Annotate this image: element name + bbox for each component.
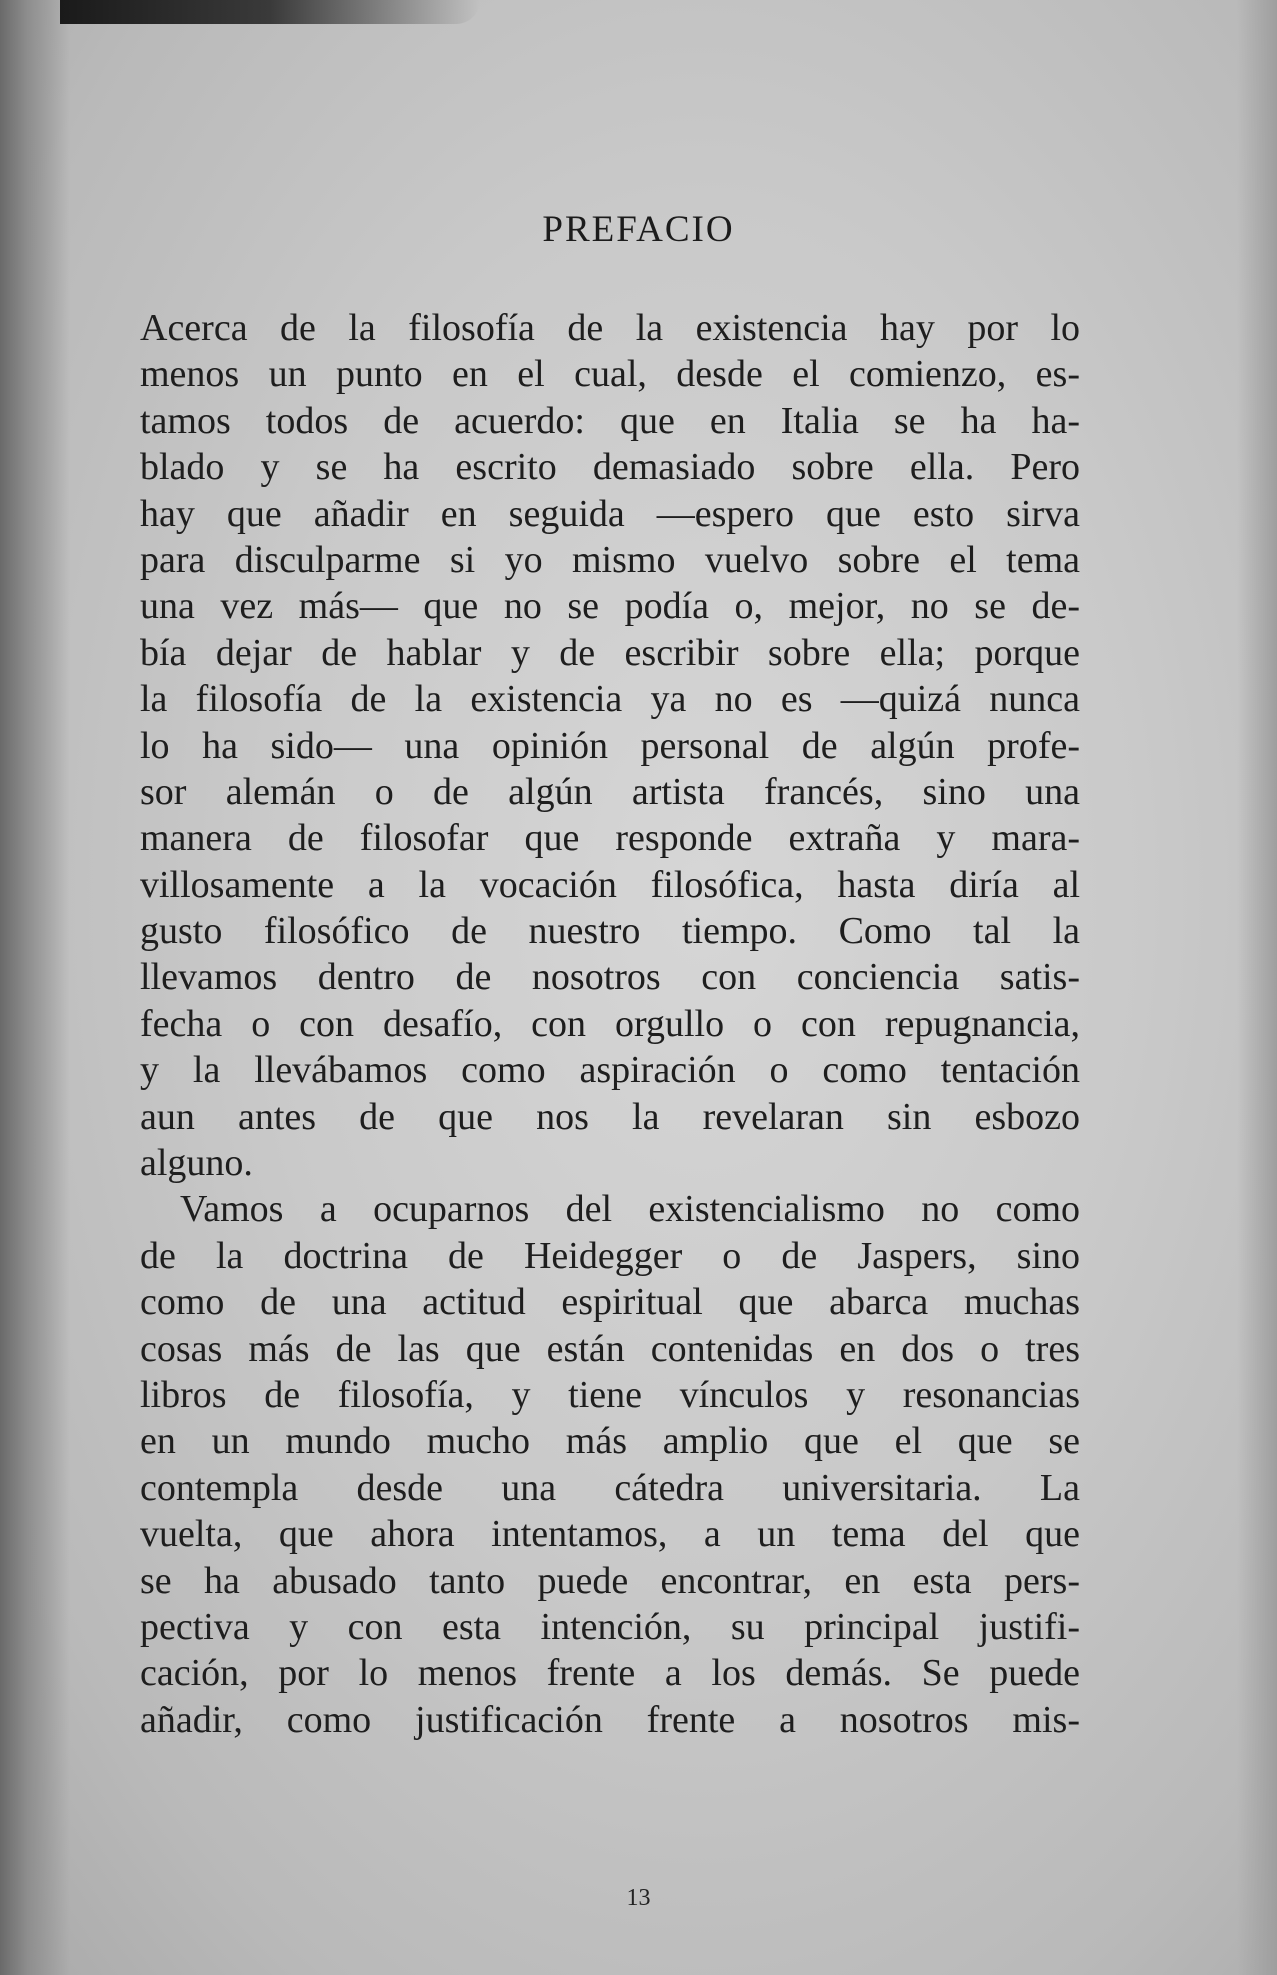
- text-line: vuelta, que ahora intentamos, a un tema del que: [140, 1513, 1080, 1556]
- text-line: fecha o con desafío, con orgullo o con repugnancia,: [140, 1002, 1080, 1045]
- text-line: alguno.: [140, 1142, 253, 1185]
- text-line: tamos todos de acuerdo: que en Italia se ha ha-: [140, 399, 1080, 442]
- text-line: bía dejar de hablar y de escribir sobre ella; porque: [140, 631, 1080, 674]
- text-line: aun antes de que nos la revelaran sin esbozo: [140, 1095, 1080, 1138]
- page-heading: PREFACIO: [542, 209, 735, 250]
- text-line: de la doctrina de Heidegger o de Jaspers, sino: [140, 1234, 1080, 1277]
- text-line: libros de filosofía, y tiene vínculos y resonancias: [140, 1373, 1080, 1416]
- text-line: hay que añadir en seguida —espero que esto sirva: [140, 492, 1080, 535]
- text-line: Acerca de la filosofía de la existencia hay por lo: [140, 307, 1080, 349]
- text-line: para disculparme si yo mismo vuelvo sobre el tema: [140, 538, 1080, 581]
- text-line: Vamos a ocuparnos del existencialismo no como: [180, 1188, 1080, 1231]
- text-line: manera de filosofar que responde extraña y mara-: [140, 817, 1080, 860]
- text-line: cación, por lo menos frente a los demás. Se puede: [140, 1652, 1080, 1695]
- text-line: contempla desde una cátedra universitaria. La: [140, 1466, 1080, 1509]
- gutter-shadow: [0, 0, 70, 1975]
- page-number: 13: [626, 1885, 651, 1911]
- text-line: como de una actitud espiritual que abarca muchas: [140, 1281, 1080, 1324]
- text-line: cosas más de las que están contenidas en dos o tres: [140, 1327, 1080, 1370]
- text-line: añadir, como justificación frente a nosotros mis-: [140, 1698, 1080, 1741]
- paragraph-2: [140, 1186, 1080, 1743]
- text-line: menos un punto en el cual, desde el comienzo, es-: [140, 353, 1080, 396]
- text-line: pectiva y con esta intención, su principal justifi-: [140, 1605, 1080, 1648]
- text-line: sor alemán o de algún artista francés, sino una: [140, 770, 1080, 813]
- text-line: llevamos dentro de nosotros con conciencia satis-: [140, 956, 1080, 999]
- text-line: la filosofía de la existencia ya no es —quizá nunca: [140, 678, 1080, 721]
- text-line: lo ha sido— una opinión personal de algún profe-: [140, 724, 1080, 767]
- text-line: y la llevábamos como aspiración o como tentación: [140, 1049, 1080, 1092]
- text-line: gusto filosófico de nuestro tiempo. Como tal la: [140, 910, 1080, 953]
- text-line: en un mundo mucho más amplio que el que se: [140, 1420, 1080, 1463]
- top-edge-shadow: [60, 0, 480, 24]
- text-line: blado y se ha escrito demasiado sobre ella. Pero: [140, 446, 1080, 489]
- text-line: se ha abusado tanto puede encontrar, en esta pers-: [140, 1559, 1080, 1602]
- text-line: una vez más— que no se podía o, mejor, no se de-: [140, 585, 1080, 628]
- right-edge-shade: [1237, 0, 1277, 1975]
- body-text: [140, 305, 1080, 1743]
- text-line: villosamente a la vocación filosófica, hasta diría al: [140, 863, 1080, 906]
- paragraph-1: [140, 305, 1080, 1186]
